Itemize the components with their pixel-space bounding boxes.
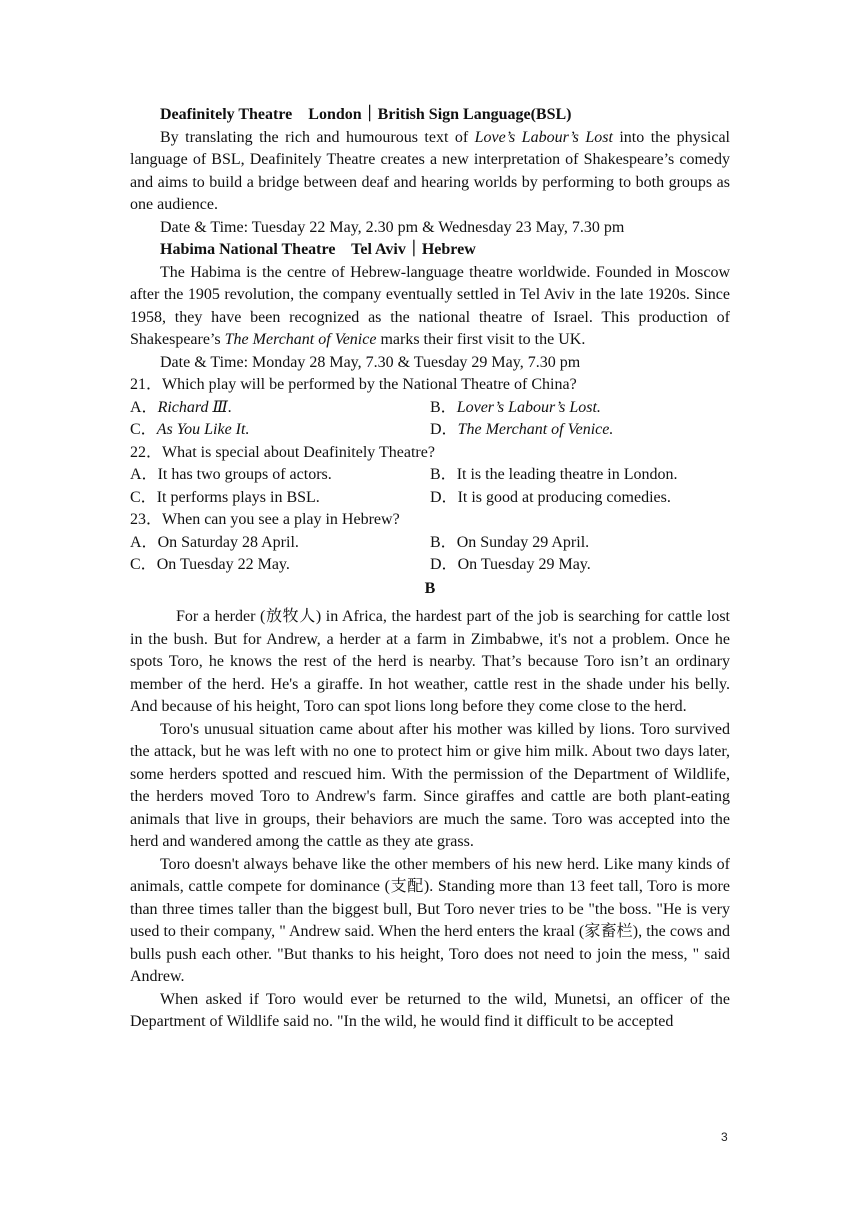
theatre-datetime: Date & Time: Tuesday 22 May, 2.30 pm & Wednesday 23 May, 7.30 pm xyxy=(160,218,625,236)
theatre-name: Habima National Theatre xyxy=(160,241,336,258)
option-row xyxy=(130,397,730,420)
option-row xyxy=(130,419,730,442)
theatre-description: By translating the rich and humourous text of Love’s Labour’s Lost into the physical language of BSL, Deafinitely Theatre creates a new interpretation of Shakespeare’s comedy and aims to build a bridge between deaf and hearing worlds by performing to both groups as one audience. xyxy=(130,128,731,213)
option-a: A．It has two groups of actors. xyxy=(130,466,332,483)
theatre-city: London xyxy=(308,106,362,123)
option-row xyxy=(130,464,730,487)
page-number: 3 xyxy=(721,1130,728,1144)
passage-paragraph: Toro's unusual situation came about after his mother was killed by lions. Toro survived the attack, but he was left with no one to protect him or give him milk. About two days later, some herders spotted and rescued him. With the permission of the Department of Wildlife, the herders moved Toro to Andrew's farm. Since giraffes and cattle are both plant-eating animals that live in groups, their behaviors are much the same. Toro was accepted into the herd and wandered among the cattle as they ate grass. xyxy=(130,720,730,850)
play-title: Love’s Labour’s Lost xyxy=(474,128,613,146)
option-d: D．It is good at producing comedies. xyxy=(430,488,671,506)
question-stem: 22．What is special about Deafinitely Theatre? xyxy=(130,443,435,461)
passage-paragraph: For a herder (放牧人) in Africa, the hardest part of the job is searching for cattle lost in the bush. But for Andrew, a herder at a farm in Zimbabwe, it's not a problem. Once he spots Toro, he knows the rest of the herd is nearby. That’s because Toro isn’t an ordinary member of the herd. He's a giraffe. In hot weather, cattle rest in the shade under his belly. And because of his height, Toro can spot lions long before they come close to the herd. xyxy=(130,608,730,715)
passage-paragraph: Toro doesn't always behave like the other members of his new herd. Like many kinds of animals, cattle compete for dominance (支配). Standing more than 13 feet tall, Toro is more than three times taller than the biggest bull, But Toro never tries to be "the boss. "He is very used to their company, " Andrew said. When the herd enters the kraal (家畜栏), the cows and bulls push each other. "But thanks to his height, Toro does not need to join the mess, " said Andrew. xyxy=(130,855,730,985)
option-d: D．On Tuesday 29 May. xyxy=(430,556,591,573)
separator-bar: ｜ xyxy=(361,106,378,123)
passage-paragraph: When asked if Toro would ever be returned to the wild, Munetsi, an officer of the Department of Wildlife said no. "In the wild, he would find it difficult to be accepted xyxy=(130,990,730,1030)
theatre-datetime: Date & Time: Monday 28 May, 7.30 & Tuesday 29 May, 7.30 pm xyxy=(160,353,581,371)
theatre-heading-deafinitely xyxy=(130,104,730,127)
option-a: A．On Saturday 28 April. xyxy=(130,533,299,551)
option-c: C．It performs plays in BSL. xyxy=(130,488,320,506)
theatre-heading-habima xyxy=(130,239,730,262)
document-page xyxy=(130,104,730,1034)
option-d: D．The Merchant of Venice. xyxy=(430,421,614,438)
separator-bar: ｜ xyxy=(405,241,422,258)
option-b: B．It is the leading theatre in London. xyxy=(430,466,678,483)
option-c: C．As You Like It. xyxy=(130,421,250,438)
question-stem: 21．Which play will be performed by the National Theatre of China? xyxy=(130,376,577,393)
option-row xyxy=(130,554,730,577)
section-letter: B xyxy=(424,579,436,597)
theatre-description: The Habima is the centre of Hebrew-language theatre worldwide. Founded in Moscow after the 1905 revolution, the company eventually settled in Tel Aviv in the late 1920s. Since 1958, they have been recognized as the national theatre of Israel. This production of Shakespeare’s The Merchant of Venice marks their first visit to the UK. xyxy=(130,263,730,348)
question-stem: 23．When can you see a play in Hebrew? xyxy=(130,511,400,528)
option-a: A．Richard Ⅲ. xyxy=(130,398,232,416)
theatre-name: Deafinitely Theatre xyxy=(160,106,293,123)
theatre-language: British Sign Language(BSL) xyxy=(377,106,572,123)
theatre-city: Tel Aviv xyxy=(351,241,406,258)
option-b: B．On Sunday 29 April. xyxy=(430,533,590,551)
option-row xyxy=(130,487,730,510)
option-row xyxy=(130,532,730,555)
theatre-language: Hebrew xyxy=(421,241,476,258)
play-title: The Merchant of Venice xyxy=(224,331,377,348)
option-b: B．Lover’s Labour’s Lost. xyxy=(430,398,601,416)
option-c: C．On Tuesday 22 May. xyxy=(130,556,290,573)
